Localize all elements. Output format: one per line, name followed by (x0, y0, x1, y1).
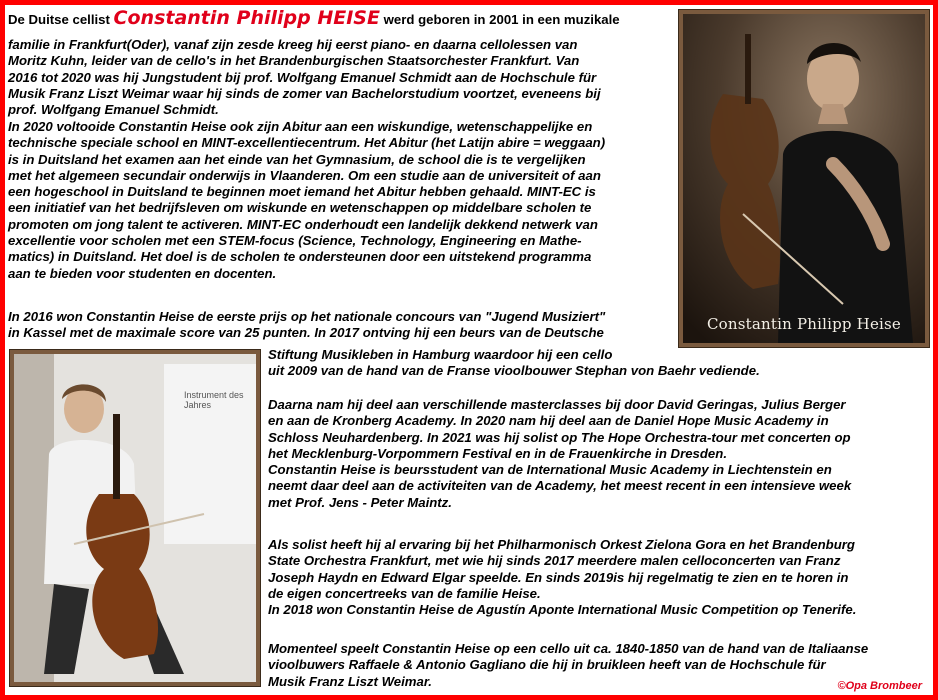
text-line: Constantin Heise is beursstudent van de International Music Academy in Liechtenstein en (268, 462, 832, 478)
text-line: Musik Franz Liszt Weimar waar hij sinds de zomer van Bachelorstudium voortzet, eveneens bij (8, 85, 601, 101)
paragraph-5 (268, 537, 856, 618)
text-line: Musik Franz Liszt Weimar. (268, 673, 432, 689)
name-heading: Constantin Philipp HEISE (113, 7, 380, 29)
text-line: prof. Wolfgang Emanuel Schmidt. (8, 102, 219, 118)
paragraph-3 (8, 309, 605, 342)
text-line: 2016 tot 2020 was hij Jungstudent bij prof. Wolfgang Emanuel Schmidt aan de Hochschule für (8, 69, 597, 85)
text-line: matics) in Duitsland. Het doel is de scholen te ondersteunen door een uitstekend programma (8, 249, 592, 265)
text-line: een hogeschool in Duitsland te beginnen moet iemand het Abitur hebben gehaald. MINT-EC is (8, 184, 596, 200)
intro-prefix: De Duitse cellist (8, 12, 114, 27)
paragraph-3-continued (268, 347, 760, 380)
text-line: State Orchestra Frankfurt, met wie hij sinds 2017 meerdere malen celloconcerten van Franz (268, 553, 841, 569)
intro-line (8, 7, 620, 29)
performance-photo (10, 350, 260, 686)
text-line: familie in Frankfurt(Oder), vanaf zijn zesde kreeg hij eerst piano- en daarna cellolessen van (8, 37, 578, 52)
paragraph-1 (8, 37, 601, 118)
text-line: technische speciale school en MINT-excellentiecentrum. Het Abitur (het Latijn abire = weggaan) (8, 135, 606, 151)
text-line: Daarna nam hij deel aan verschillende masterclasses bij door David Geringas, Julius Berger (268, 397, 846, 412)
text-line: met Prof. Jens - Peter Maintz. (268, 494, 452, 510)
text-line: het Mecklenburg-Vorpommern Festival en in de Frauenkirche in Dresden. (268, 445, 727, 461)
portrait-image (683, 14, 925, 343)
paragraph-6 (268, 641, 868, 690)
text-line: excellentie voor scholen met een STEM-focus (Science, Technology, Engineering en Mathe- (8, 233, 582, 249)
text-line: Moritz Kuhn, leider van de cello's in het Brandenburgischen Staatsorchester Frankfurt. Van (8, 53, 580, 69)
copyright: ©Opa Brombeer (837, 680, 922, 692)
text-line: Schloss Neuhardenberg. In 2021 was hij solist op The Hope Orchestra-tour met concerten op (268, 429, 851, 445)
text-line: neemt daar deel aan de activiteiten van de Academy, het meest recent in een intensieve week (268, 478, 852, 494)
text-line: Als solist heeft hij al ervaring bij het Philharmonisch Orkest Zielona Gora en het Brandenburg (268, 537, 855, 552)
text-line: Momenteel speelt Constantin Heise op een cello uit ca. 1840-1850 van de hand van de Italiaanse (268, 641, 869, 656)
text-line: uit 2009 van de hand van de Franse vioolbouwer Stephan von Baehr vediende. (268, 363, 760, 379)
text-line: is in Duitsland het examen aan het einde van het Gymnasium, de school die is te vergelijken (8, 151, 586, 167)
text-line: de eigen concertreeks van de familie Heise. (268, 585, 541, 601)
paragraph-4 (268, 397, 851, 511)
text-line: een initiatief van het bedrijfsleven om wiskunde en wetenschappen op middelbare scholen te (8, 200, 592, 216)
portrait-photo (679, 10, 929, 347)
text-line: vioolbuwers Raffaele & Antonio Gagliano die hij in bruikleen heeft van de Hochschule für (268, 657, 826, 673)
text-line: met het algemeen secundair onderwijs in Vlaanderen. Om een studie aan de universiteit of aan (8, 167, 601, 183)
text-line: In 2020 voltooide Constantin Heise ook zijn Abitur aan een wiskundige, wetenschappelijke en (8, 119, 593, 134)
text-line: in Kassel met de maximale score van 25 punten. In 2017 ontving hij een beurs van de Deutsche (8, 325, 604, 341)
text-line: en aan de Kronberg Academy. In 2020 nam hij deel aan de Daniel Hope Music Academy in (268, 413, 829, 429)
text-line: Stiftung Musikleben in Hamburg waardoor hij een cello (268, 347, 613, 362)
paragraph-2 (8, 119, 605, 282)
portrait-caption: Constantin Philipp Heise (707, 315, 901, 333)
background-sign: Instrument des Jahres (184, 390, 244, 410)
text-line: In 2018 won Constantin Heise de Agustín Aponte International Music Competition op Tenerife. (268, 602, 857, 618)
text-line: In 2016 won Constantin Heise de eerste prijs op het nationale concours van "Jugend Musiziert" (8, 309, 606, 324)
text-line: promoten om jong talent te activeren. MINT-EC onderhoudt een landelijk dekkend netwerk van (8, 216, 598, 232)
intro-suffix: werd geboren in 2001 in een muzikale (383, 12, 620, 27)
text-line: Joseph Haydn en Edward Elgar speelde. En sinds 2019is hij regelmatig te zien en te horen in (268, 569, 849, 585)
text-line: aan te bieden voor studenten en docenten. (8, 265, 277, 281)
